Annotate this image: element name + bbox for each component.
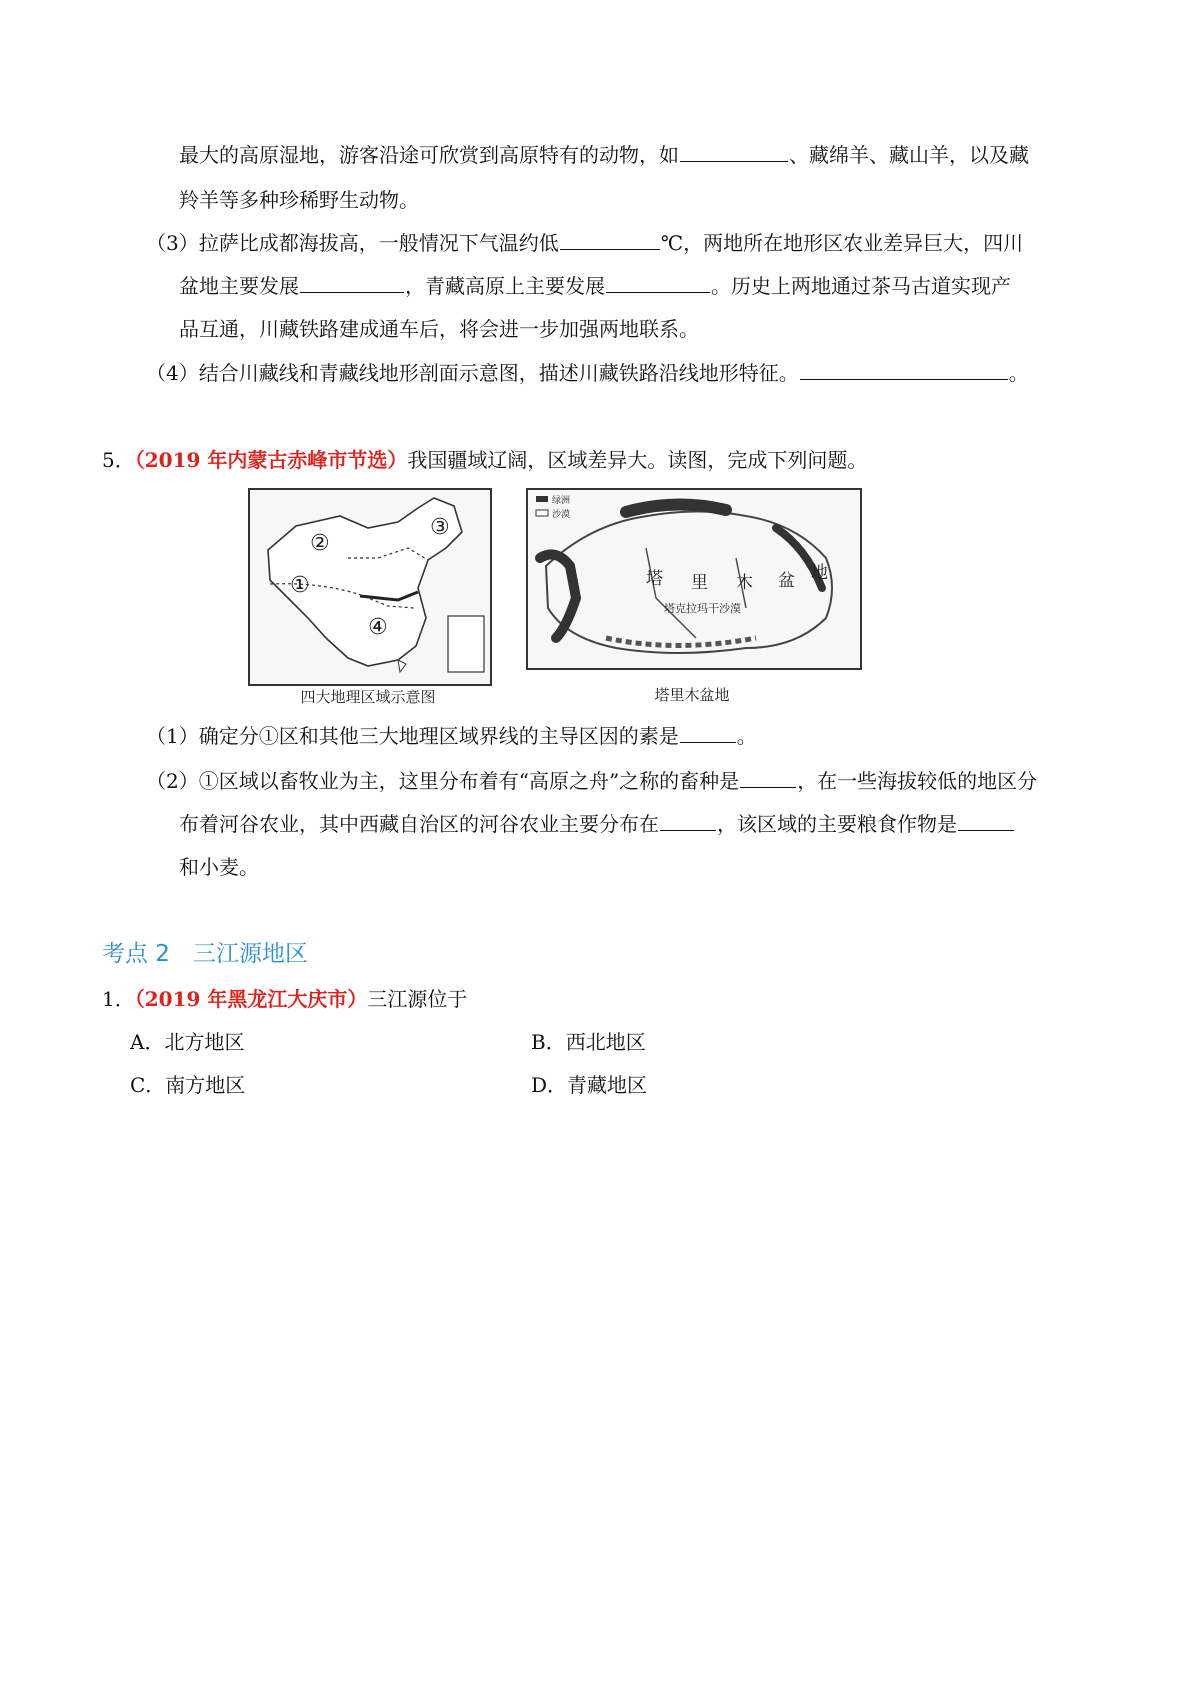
answer-blank[interactable] xyxy=(680,143,788,162)
option-d[interactable]: D．青藏地区 xyxy=(531,1073,648,1097)
q5-p1: （1）确定分①区和其他三大地理区域界线的主导区因的素是 。 xyxy=(146,724,757,748)
q5-source: （2019 年内蒙古赤峰市节选） xyxy=(134,448,408,472)
map1-caption: 四大地理区域示意图 xyxy=(300,688,436,706)
region-label: ③ xyxy=(430,515,450,540)
region-label: ④ xyxy=(368,615,388,640)
answer-blank[interactable] xyxy=(740,769,796,788)
region-label: ② xyxy=(310,531,330,556)
answer-blank[interactable] xyxy=(606,274,710,293)
basin-title-char: 里 xyxy=(691,573,708,593)
china-map-icon xyxy=(248,488,492,688)
basin-title-char: 盆 xyxy=(778,571,795,591)
basin-title-char: 木 xyxy=(736,573,753,593)
answer-blank[interactable] xyxy=(800,361,1008,380)
answer-blank[interactable] xyxy=(300,274,404,293)
q4-p3-line3: 品互通，川藏铁路建成通车后，将会进一步加强两地联系。 xyxy=(179,317,699,341)
region-label: ① xyxy=(290,573,310,598)
q5-p2-line1: （2）①区域以畜牧业为主，这里分布着有“高原之舟”之称的畜种是 ，在一些海拔较低的地区分 xyxy=(146,769,1038,793)
legend-label: 沙漠 xyxy=(552,510,571,520)
answer-blank[interactable] xyxy=(560,231,660,250)
q5-p2-line2: 布着河谷农业，其中西藏自治区的河谷农业主要分布在 ，该区域的主要粮食作物是 xyxy=(179,810,1015,838)
desert-label: 塔克拉玛干沙漠 xyxy=(664,602,741,615)
q5-stem: 5．（2019 年内蒙古赤峰市节选）我国疆域辽阔，区域差异大。读图，完成下列问题。 xyxy=(102,448,868,472)
section-title: 考点 2 三江源地区 xyxy=(102,941,308,967)
q4-p2-line2: 羚羊等多种珍稀野生动物。 xyxy=(179,188,419,212)
tarim-map-icon xyxy=(526,488,862,668)
legend-label: 绿洲 xyxy=(552,496,571,506)
answer-blank[interactable] xyxy=(660,812,716,831)
map-tarim-basin xyxy=(526,488,862,712)
q4-p3-line2: 盆地主要发展 ，青藏高原上主要发展 。历史上两地通过茶马古道实现产 xyxy=(179,274,1011,298)
answer-blank[interactable] xyxy=(958,812,1014,831)
q4-p4-line1: （4）结合川藏线和青藏线地形剖面示意图，描述川藏铁路沿线地形特征。 。 xyxy=(146,361,1029,385)
answer-blank[interactable] xyxy=(680,724,736,743)
map2-caption: 塔里木盆地 xyxy=(654,686,730,704)
q1-stem: 1．（2019 年黑龙江大庆市）三江源位于 xyxy=(102,987,468,1011)
basin-title-char: 地 xyxy=(811,563,828,583)
q4-p3-line1: （3）拉萨比成都海拔高，一般情况下气温约低 ℃，两地所在地形区农业差异巨大，四川 xyxy=(146,231,1024,255)
q1-source: （2019 年黑龙江大庆市） xyxy=(134,987,368,1011)
option-c[interactable]: C．南方地区 xyxy=(130,1073,246,1097)
option-a[interactable]: A．北方地区 xyxy=(130,1030,245,1054)
basin-title-char: 塔 xyxy=(646,569,663,589)
map-four-regions xyxy=(248,488,492,712)
q5-p2-line3: 和小麦。 xyxy=(179,855,259,879)
option-b[interactable]: B．西北地区 xyxy=(531,1030,646,1054)
q4-p2-line1: 最大的高原湿地，游客沿途可欣赏到高原特有的动物，如 、藏绵羊、藏山羊，以及藏 xyxy=(179,143,1029,167)
